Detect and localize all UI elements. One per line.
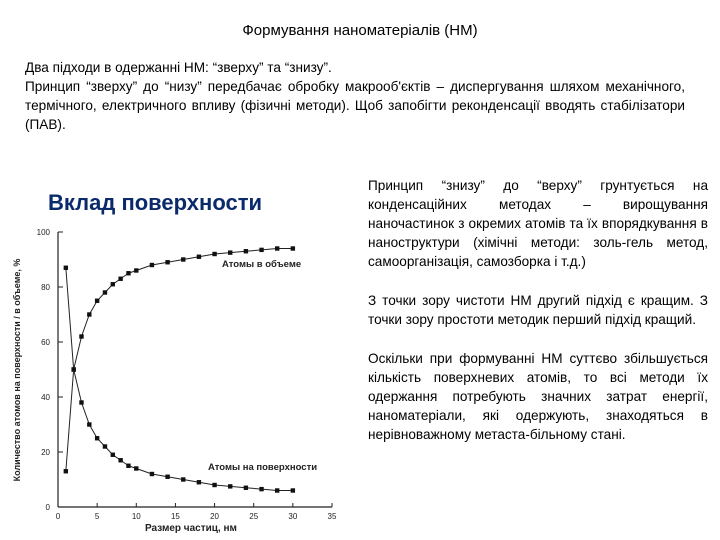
- x-tick-label: 30: [288, 512, 298, 521]
- data-point: [228, 484, 232, 488]
- data-point: [79, 400, 83, 404]
- series-line: [66, 249, 293, 472]
- chart-title: Вклад поверхности: [48, 190, 263, 215]
- data-point: [212, 252, 216, 256]
- data-point: [118, 458, 122, 462]
- data-point: [111, 282, 115, 286]
- paragraph-comparison: З точки зору чистоти НМ другий підхід є кращим. З точки зору простоти методик перший підхід кращий.: [368, 293, 708, 327]
- data-point: [118, 277, 122, 281]
- data-point: [126, 464, 130, 468]
- data-point: [259, 487, 263, 491]
- data-point: [197, 255, 201, 259]
- data-point: [228, 250, 232, 254]
- data-point: [87, 312, 91, 316]
- data-point: [259, 248, 263, 252]
- data-point: [134, 466, 138, 470]
- paragraph-energy: Оскільки при формуванні НМ суттєво збільшується кількість поверхневих атомів, то всі методи їх одержання потребують значних затрат енергії, наноматеріали, які одержують, знаходяться в нерівноважному метаста-більному стані.: [368, 351, 708, 442]
- data-point: [134, 268, 138, 272]
- data-point: [95, 299, 99, 303]
- x-tick-label: 0: [55, 512, 61, 521]
- data-point: [244, 249, 248, 253]
- y-tick-label: 80: [41, 283, 50, 292]
- right-text: [368, 176, 708, 464]
- y-tick-label: 60: [41, 338, 50, 347]
- x-tick-label: 35: [327, 512, 337, 521]
- y-tick-label: 20: [41, 448, 50, 457]
- data-point: [150, 472, 154, 476]
- data-point: [197, 480, 201, 484]
- data-point: [244, 486, 248, 490]
- data-point: [181, 477, 185, 481]
- data-point: [95, 436, 99, 440]
- intro-line-1: Два підходи в одержанні НМ: “зверху” та “знизу”.: [25, 60, 332, 75]
- data-point: [275, 488, 279, 492]
- data-point: [150, 263, 154, 267]
- x-axis-label: Размер частиц, нм: [145, 523, 237, 534]
- data-point: [71, 367, 75, 371]
- x-tick-label: 20: [210, 512, 220, 521]
- data-point: [103, 444, 107, 448]
- data-point: [87, 422, 91, 426]
- data-point: [165, 260, 169, 264]
- data-point: [79, 334, 83, 338]
- y-tick-label: 100: [36, 228, 50, 237]
- y-tick-label: 40: [41, 393, 50, 402]
- y-axis-label: Количество атомов на поверхности / в объеме, %: [12, 258, 22, 482]
- data-point: [212, 483, 216, 487]
- x-tick-label: 25: [249, 512, 259, 521]
- data-point: [126, 271, 130, 275]
- y-tick-label: 0: [45, 503, 50, 512]
- data-point: [181, 257, 185, 261]
- x-tick-label: 15: [170, 512, 180, 521]
- series-line: [66, 268, 293, 491]
- data-point: [111, 453, 115, 457]
- page-title: Формування наноматеріалів (НМ): [242, 22, 478, 39]
- data-point: [291, 488, 295, 492]
- data-point: [103, 290, 107, 294]
- x-tick-label: 5: [94, 512, 100, 521]
- series-label: Атомы на поверхности: [208, 462, 318, 473]
- paragraph-bottom-up: Принцип “знизу” до “верху” грунтується на конденсаційних методах – вирощування наночастинок з окремих атомів та їх впорядкування в наноструктури (хімічні методи: золь-гель метод, самоорганізація, самозборка і т.д.): [368, 178, 708, 269]
- data-point: [64, 469, 68, 473]
- intro-line-2: Принцип “зверху” до “низу” передбачає обробку макрооб'єктів – диспергування шляхом механічного, термічного, електричного впливу (фізичні методи). Щоб запобігти реконденсації вводять стабілізатори (ПАВ).: [25, 79, 685, 132]
- data-point: [64, 266, 68, 270]
- data-point: [291, 246, 295, 250]
- series-label: Атомы в объеме: [222, 259, 302, 270]
- data-point: [165, 475, 169, 479]
- x-tick-label: 10: [131, 512, 141, 521]
- data-point: [275, 246, 279, 250]
